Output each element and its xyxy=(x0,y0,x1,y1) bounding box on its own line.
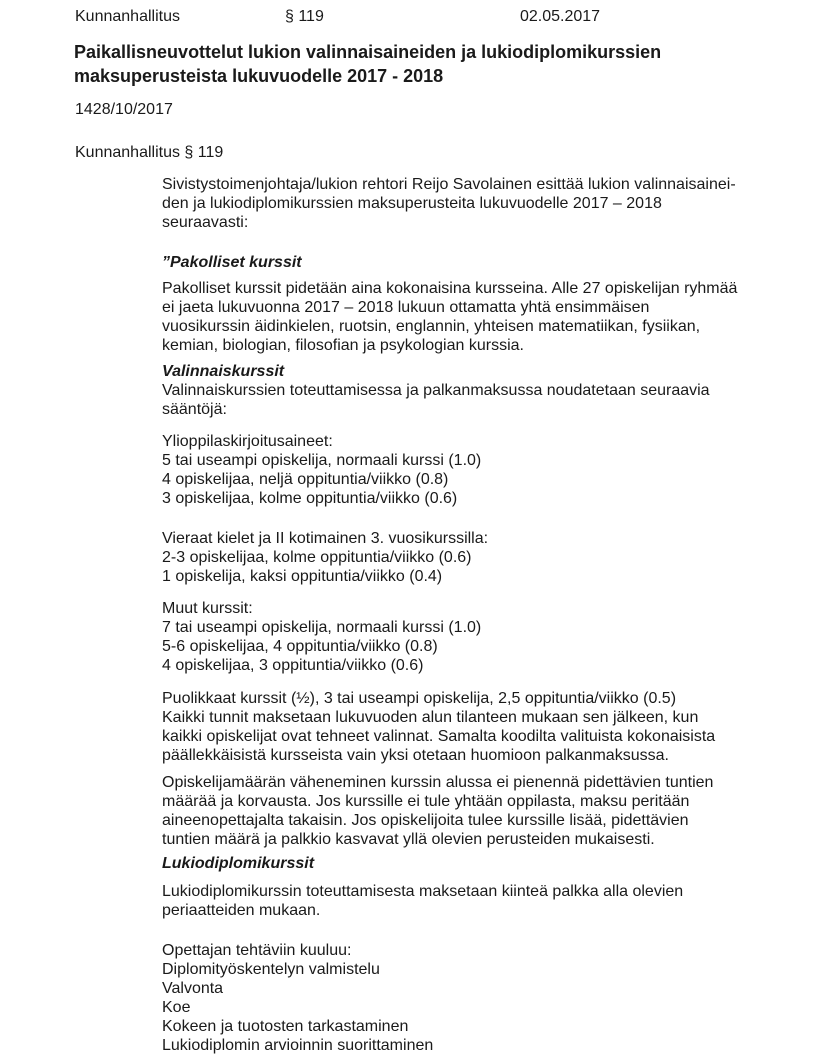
text-line: 5 tai useampi opiskelija, normaali kurssi (1.0) xyxy=(162,452,482,469)
heading-valinnaiskurssit: Valinnaiskurssit xyxy=(162,363,285,380)
text-line: ei jaeta lukuvuonna 2017 – 2018 lukuun ottamatta yhtä ensimmäisen xyxy=(162,299,650,316)
text-line: Ylioppilaskirjoitusaineet: xyxy=(162,433,333,450)
header-section-number: § 119 xyxy=(285,8,324,25)
text-line: Valvonta xyxy=(162,980,224,997)
document-title-line-2: maksuperusteista lukuvuodelle 2017 - 2018 xyxy=(74,66,444,86)
text-line: Valinnaiskurssien toteuttamisessa ja palkanmaksussa noudatetaan seuraavia xyxy=(162,382,710,399)
text-line: 5-6 opiskelijaa, 4 oppituntia/viikko (0.8) xyxy=(162,638,438,655)
text-line: vuosikurssin äidinkielen, ruotsin, englannin, yhteisen matematiikan, fysiikan, xyxy=(162,318,701,335)
text-line: Opettajan tehtäviin kuuluu: xyxy=(162,942,352,959)
paragraph-valinnaiskurssit xyxy=(162,381,774,419)
text-line: periaatteiden mukaan. xyxy=(162,902,321,919)
text-line: Koe xyxy=(162,999,191,1016)
text-line: sääntöjä: xyxy=(162,401,227,418)
text-line: Sivistystoimenjohtaja/lukion rehtori Reijo Savolainen esittää lukion valinnaisainei- xyxy=(162,176,736,193)
text-line: Pakolliset kurssit pidetään aina kokonaisina kursseina. Alle 27 opiskelijan ryhmää xyxy=(162,280,738,297)
heading-pakolliset-kurssit: ”Pakolliset kurssit xyxy=(162,254,302,271)
list-muut-kurssit xyxy=(162,599,774,675)
list-vieraat-kielet xyxy=(162,529,774,586)
text-line: Lukiodiplomikurssin toteuttamisesta maksetaan kiinteä palkka alla olevien xyxy=(162,883,684,900)
document-body xyxy=(162,175,774,1055)
text-line: aineenopettajalta takaisin. Jos opiskelijoita tulee kurssille lisää, pidettävien xyxy=(162,812,689,829)
header-committee: Kunnanhallitus xyxy=(75,8,180,25)
text-line: 4 opiskelijaa, 3 oppituntia/viikko (0.6) xyxy=(162,657,424,674)
text-line: tuntien määrä ja palkkio kasvavat yllä olevien perusteiden mukaisesti. xyxy=(162,831,655,848)
paragraph-lukiodiplomikurssit xyxy=(162,882,774,920)
text-line: 3 opiskelijaa, kolme oppituntia/viikko (0.6) xyxy=(162,490,458,507)
text-line: seuraavasti: xyxy=(162,214,249,231)
text-line: Diplomityöskentelyn valmistelu xyxy=(162,961,380,978)
text-line: den ja lukiodiplomikurssien maksuperusteita lukuvuodelle 2017 – 2018 xyxy=(162,195,662,212)
document-title-line-1: Paikallisneuvottelut lukion valinnaisaineiden ja lukiodiplomikurssien xyxy=(74,42,662,62)
paragraph-puolikkaat-kurssit xyxy=(162,689,774,765)
text-line: Vieraat kielet ja II kotimainen 3. vuosikurssilla: xyxy=(162,530,489,547)
text-line: määrää ja korvausta. Jos kurssille ei tule yhtään oppilasta, maksu peritään xyxy=(162,793,690,810)
text-line: 2-3 opiskelijaa, kolme oppituntia/viikko (0.6) xyxy=(162,549,472,566)
header-date: 02.05.2017 xyxy=(520,8,601,25)
case-number: 1428/10/2017 xyxy=(75,101,173,118)
heading-lukiodiplomikurssit: Lukiodiplomikurssit xyxy=(162,855,315,872)
paragraph-opiskelijamaara xyxy=(162,773,774,849)
text-line: Puolikkaat kurssit (½), 3 tai useampi opiskelija, 2,5 oppituntia/viikko (0.5) xyxy=(162,690,677,707)
text-line: kaikki opiskelijat ovat tehneet valinnat. Samalta koodilta valituista kokonaisista xyxy=(162,728,716,745)
text-line: Kokeen ja tuotosten tarkastaminen xyxy=(162,1018,409,1035)
document-title xyxy=(74,40,816,88)
text-line: Kaikki tunnit maksetaan lukuvuoden alun tilanteen mukaan sen jälkeen, kun xyxy=(162,709,699,726)
text-line: 4 opiskelijaa, neljä oppituntia/viikko (0.8) xyxy=(162,471,449,488)
text-line: 1 opiskelija, kaksi oppituntia/viikko (0.4) xyxy=(162,568,443,585)
text-line: 7 tai useampi opiskelija, normaali kurssi (1.0) xyxy=(162,619,482,636)
list-ylioppilaskirjoitusaineet xyxy=(162,432,774,508)
text-line: Lukiodiplomin arvioinnin suorittaminen xyxy=(162,1037,434,1054)
text-line: kemian, biologian, filosofian ja psykologian kurssia. xyxy=(162,337,524,354)
text-line: Muut kurssit: xyxy=(162,600,253,617)
page-header xyxy=(0,0,816,26)
paragraph-pakolliset-kurssit xyxy=(162,279,774,355)
intro-paragraph xyxy=(162,175,774,232)
text-line: Opiskelijamäärän väheneminen kurssin alussa ei pienennä pidettävien tuntien xyxy=(162,774,714,791)
text-line: päällekkäisistä kursseista vain yksi otetaan huomioon palkanmaksussa. xyxy=(162,747,669,764)
list-opettajan-tehtavat xyxy=(162,941,774,1055)
subject-line: Kunnanhallitus § 119 xyxy=(75,144,224,161)
